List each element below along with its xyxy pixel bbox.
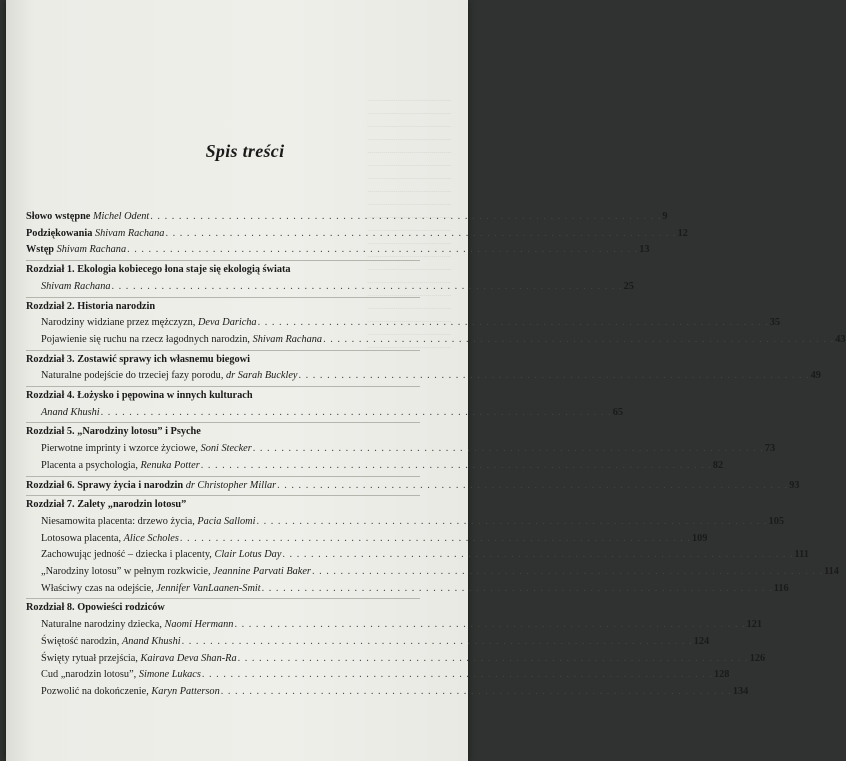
item-page: 105 [768, 515, 785, 527]
chapter-title: Rozdział 1. Ekologia kobiecego łona staje się ekologią świata [26, 264, 291, 276]
chapter-block [26, 298, 846, 351]
chapter-block [26, 261, 634, 297]
bleed-through-text: .......................................... .......................................... .......................................... .......................................... .......................................... .......................................... .......................................... .......................................... .......................................... .......................................... .......................................... .......................................... .......................................... .......................................... .......................................... .......................................... .......................................... .......................................... .......................................... .......................................... [367, 94, 451, 350]
chapter-author: dr Christopher Millar [185, 479, 277, 491]
item-page: 109 [691, 532, 708, 544]
entry-page: 12 [677, 227, 688, 239]
chapter-heading [26, 299, 420, 316]
chapter-block [26, 387, 624, 423]
item-page: 126 [749, 652, 766, 664]
toc-item [26, 684, 749, 701]
dot-leader [182, 634, 693, 651]
item-author: Clair Lotus Day [214, 549, 282, 561]
dot-leader [298, 368, 809, 385]
page-title: Spis treści [205, 141, 285, 161]
item-page: 73 [764, 443, 776, 455]
chapter-page: 93 [789, 479, 800, 491]
chapter-block [26, 477, 800, 497]
chapter-author: Shivam Rachana [41, 280, 111, 292]
dot-leader [282, 547, 793, 564]
dot-leader [253, 441, 764, 458]
item-author: Alice Scholes [123, 532, 179, 544]
front-matter [26, 208, 688, 261]
item-author: Renuka Potter [140, 459, 200, 471]
dot-leader [256, 514, 767, 531]
toc-item [26, 332, 846, 349]
item-author: Jeannine Parvati Baker [213, 566, 311, 578]
chapter-page: 25 [623, 280, 634, 292]
item-title: Niesamowita placenta: drzewo życia, [41, 515, 195, 527]
chapter-page: 65 [612, 406, 624, 418]
toc-item [26, 441, 776, 458]
chapter-author-line [26, 279, 634, 296]
item-title: Właściwy czas na odejście, [41, 582, 154, 594]
book-page [6, 0, 846, 761]
toc-item [26, 581, 789, 598]
item-page: 134 [732, 685, 749, 697]
chapter-title: Rozdział 4. Łożysko i pępowina w innych kulturach [26, 390, 253, 402]
item-author: Anand Khushi [121, 635, 181, 647]
entry-label: Podziękowania [26, 227, 93, 239]
toc-item [26, 315, 780, 332]
toc-item [26, 564, 839, 581]
item-author: Naomi Hermann [164, 619, 234, 631]
item-title: Pierwotne imprinty i wzorce życiowe, [41, 443, 198, 455]
toc-item [26, 458, 724, 475]
toc-item [26, 634, 710, 651]
item-page: 114 [824, 566, 839, 578]
item-title: Lotosowa placenta, [41, 532, 122, 544]
item-author: Shivam Rachana [252, 333, 323, 345]
entry-label: Słowo wstępne [26, 211, 91, 222]
item-page: 82 [712, 459, 724, 471]
item-title: Naturalne podejście do trzeciej fazy porodu, [41, 370, 224, 382]
dot-leader [262, 581, 773, 598]
dot-leader [165, 226, 676, 243]
chapter-author-line [26, 405, 624, 422]
entry-page: 9 [662, 211, 668, 222]
item-author: Deva Daricha [197, 317, 257, 329]
chapter-title: Rozdział 6. Sprawy życia i narodzin [26, 479, 184, 491]
chapter-heading [26, 352, 420, 369]
toc-item [26, 368, 821, 385]
item-page: 128 [714, 669, 730, 681]
item-page: 35 [769, 317, 780, 329]
chapter-heading [26, 600, 420, 617]
item-title: Naturalne narodziny dziecka, [41, 619, 162, 631]
item-title: Placenta a psychologia, [41, 459, 138, 471]
dot-leader [234, 617, 745, 634]
dot-leader [221, 684, 732, 701]
dot-leader [277, 478, 788, 495]
entry-label: Wstęp [26, 244, 55, 256]
dot-leader [201, 458, 712, 475]
chapter-author: Anand Khushi [41, 406, 100, 418]
entry-author: Michel Odent [92, 211, 150, 222]
dot-leader [150, 209, 661, 226]
chapter-block [26, 599, 766, 701]
chapters-list [26, 261, 846, 702]
dot-leader [258, 315, 769, 332]
toc-item [26, 667, 730, 684]
item-page: 111 [794, 549, 809, 561]
chapter-title: Rozdział 7. Zalety „narodzin lotosu” [26, 499, 187, 511]
item-author: Karyn Patterson [151, 685, 220, 697]
item-title: Świętość narodzin, [41, 635, 120, 647]
toc-entry [26, 209, 668, 226]
dot-leader [238, 651, 749, 668]
entry-author: Shivam Rachana [56, 244, 127, 256]
toc-entry [26, 226, 688, 243]
toc-item [26, 531, 708, 548]
toc-item [26, 547, 809, 564]
item-page: 49 [810, 370, 821, 382]
item-author: Kairava Deva Shan-Ra [140, 652, 237, 664]
chapter-heading [26, 424, 420, 441]
item-page: 116 [773, 582, 789, 594]
chapter-title: Rozdział 8. Opowieści rodziców [26, 602, 165, 614]
chapter-heading [26, 497, 420, 514]
chapter-heading [26, 478, 800, 495]
chapter-heading [26, 262, 420, 279]
entry-author: Shivam Rachana [94, 227, 165, 239]
table-of-contents [26, 208, 846, 702]
toc-item [26, 617, 763, 634]
dot-leader [202, 667, 713, 684]
chapter-title: Rozdział 2. Historia narodzin [26, 300, 156, 312]
item-title: Święty rytuał przejścia, [41, 652, 138, 664]
item-title: „Narodziny lotosu” w pełnym rozkwicie, [41, 566, 211, 578]
chapter-heading [26, 388, 420, 405]
item-page: 121 [746, 619, 763, 631]
chapter-block [26, 351, 821, 387]
dot-leader [180, 531, 691, 548]
chapter-title: Rozdział 5. „Narodziny lotosu” i Psyche [26, 426, 201, 438]
item-title: Narodziny widziane przez mężczyzn, [41, 317, 196, 329]
dot-leader [323, 332, 834, 349]
chapter-block [26, 496, 839, 599]
item-title: Cud „narodzin lotosu”, [41, 669, 137, 681]
entry-page: 13 [639, 244, 650, 256]
item-page: 124 [693, 635, 710, 647]
item-title: Zachowując jedność – dziecka i placenty, [41, 549, 212, 561]
item-page: 43 [835, 333, 846, 345]
dot-leader [101, 405, 612, 422]
item-author: Jennifer VanLaanen-Smit [156, 582, 261, 594]
chapter-block [26, 423, 776, 476]
item-author: Soni Stecker [200, 443, 252, 455]
item-title: Pojawienie się ruchu na rzecz łagodnych narodzin, [41, 333, 250, 345]
toc-item [26, 514, 785, 531]
item-title: Pozwolić na dokończenie, [41, 685, 149, 697]
toc-item [26, 651, 766, 668]
dot-leader [312, 564, 823, 581]
chapter-title: Rozdział 3. Zostawić sprawy ich własnemu biegowi [26, 353, 250, 365]
dot-leader [112, 279, 623, 296]
toc-entry [26, 242, 650, 259]
item-author: Pacia Sallomi [197, 515, 256, 527]
item-author: Simone Lukacs [138, 669, 201, 681]
item-author: dr Sarah Buckley [225, 370, 298, 382]
dot-leader [127, 242, 638, 259]
